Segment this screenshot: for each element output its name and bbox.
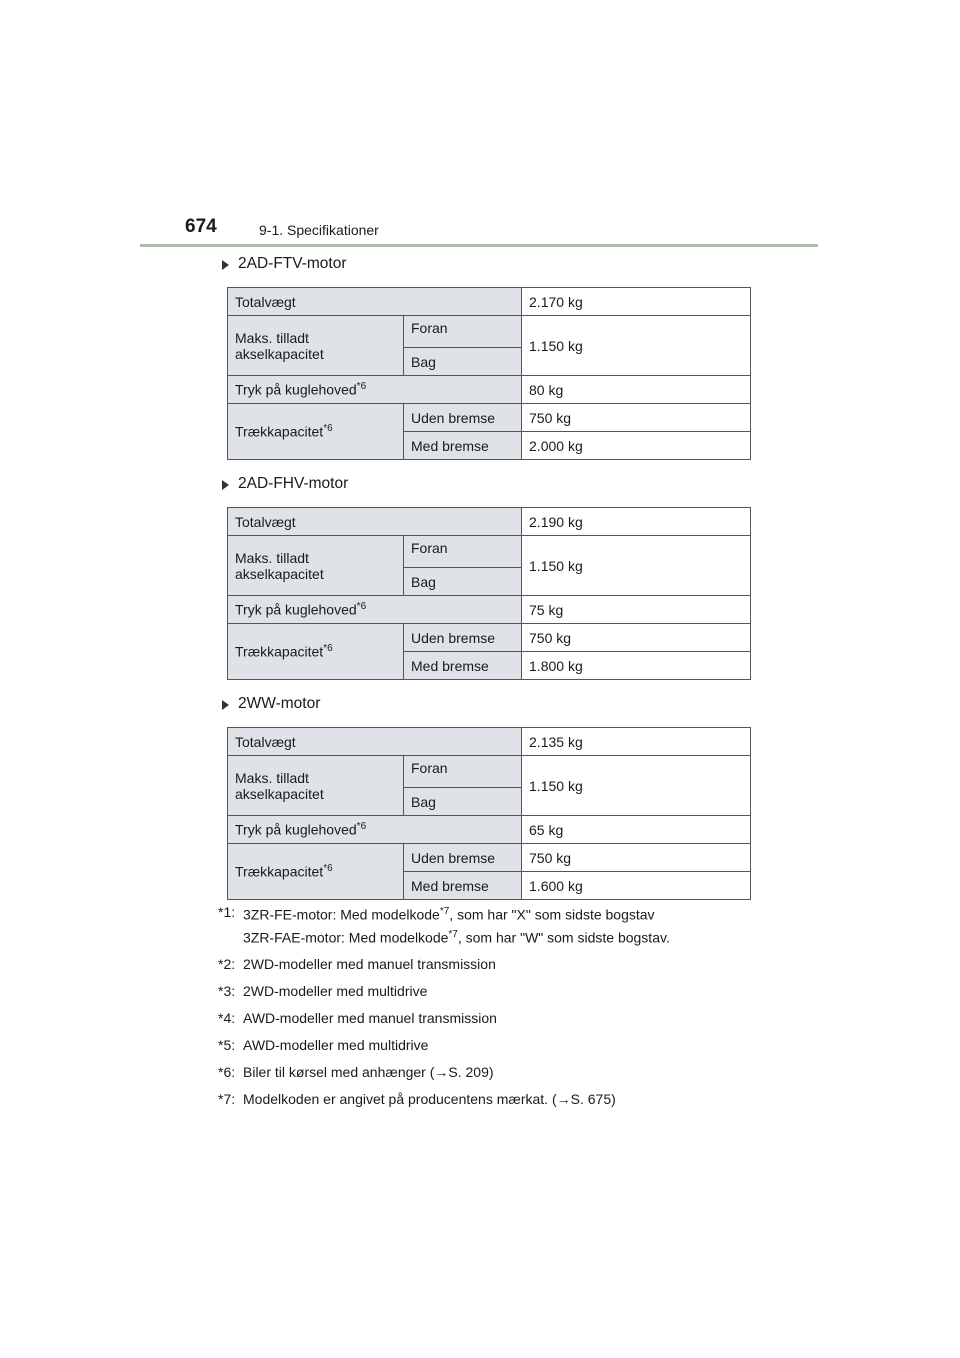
footnote-text: Biler til kørsel med anhænger (→S. 209) <box>243 1064 494 1081</box>
footnote-2 <box>218 954 778 974</box>
unbraked-value: 750 kg <box>522 624 751 652</box>
axle-capacity-label: Maks. tilladt akselkapacitet <box>228 536 404 596</box>
spec-table-2 <box>227 507 751 680</box>
axle-capacity-label: Maks. tilladt akselkapacitet <box>228 316 404 376</box>
table-row <box>228 844 751 872</box>
ball-pressure-label: Tryk på kuglehoved$^{*6}$ <box>228 596 522 624</box>
footnote-marker: *5: <box>218 1037 236 1054</box>
spec-table-1 <box>227 287 751 460</box>
table-row <box>228 316 751 348</box>
engine-heading-text: 2WW-motor <box>238 695 321 712</box>
footnote-ref: *6 <box>323 863 333 875</box>
braked-label: Med bremse <box>404 652 522 680</box>
table-row <box>228 288 751 316</box>
unbraked-label: Uden bremse <box>404 624 522 652</box>
rear-axle-label: Bag <box>404 568 522 596</box>
engine-heading-text: 2AD-FHV-motor <box>238 475 349 492</box>
total-weight-label: Totalvægt <box>228 508 522 536</box>
braked-label: Med bremse <box>404 432 522 460</box>
arrow-icon: → <box>434 1064 449 1081</box>
section-title: 9-1. Specifikationer <box>259 222 379 238</box>
table-row <box>228 596 751 624</box>
footnote-marker: *2: <box>218 956 236 973</box>
footnote-7 <box>218 1089 778 1109</box>
footnote-marker: *4: <box>218 1010 236 1027</box>
footnote-3 <box>218 981 778 1001</box>
footnote-ref: *6 <box>323 423 333 435</box>
engine-heading-3 <box>222 695 320 713</box>
footnote-marker: *3: <box>218 983 236 1000</box>
footnote-marker: *7: <box>218 1091 236 1108</box>
ball-pressure-label: Tryk på kuglehoved$^{*6}$ <box>228 376 522 404</box>
total-weight-value: 2.170 kg <box>522 288 751 316</box>
footnote-marker: *6: <box>218 1064 236 1081</box>
towing-capacity-label: Trækkapacitet$^{*6}$ <box>228 624 404 680</box>
footnote-text: 2WD-modeller med manuel transmission <box>243 956 496 973</box>
arrow-icon: → <box>556 1091 571 1108</box>
rear-axle-label: Bag <box>404 788 522 816</box>
footnote-ref: *6 <box>356 381 367 393</box>
braked-label: Med bremse <box>404 872 522 900</box>
header-divider <box>140 244 818 247</box>
footnote-5 <box>218 1035 778 1055</box>
spec-table-3 <box>227 727 751 900</box>
rear-axle-label: Bag <box>404 348 522 376</box>
table-row <box>228 756 751 788</box>
footnote-text: Modelkoden er angivet på producentens mærkat. (→S. 675) <box>243 1091 616 1108</box>
footnotes <box>218 902 778 1116</box>
table-row <box>228 728 751 756</box>
axle-capacity-label: Maks. tilladt akselkapacitet <box>228 756 404 816</box>
braked-value: 1.800 kg <box>522 652 751 680</box>
table-row <box>228 816 751 844</box>
footnote-text: 2WD-modeller med multidrive <box>243 983 428 1000</box>
unbraked-value: 750 kg <box>522 844 751 872</box>
footnote-6 <box>218 1062 778 1082</box>
engine-heading-2 <box>222 475 348 493</box>
table-row <box>228 508 751 536</box>
total-weight-label: Totalvægt <box>228 288 522 316</box>
footnote-text: AWD-modeller med manuel transmission <box>243 1010 497 1027</box>
braked-value: 1.600 kg <box>522 872 751 900</box>
unbraked-label: Uden bremse <box>404 844 522 872</box>
footnote-text: AWD-modeller med multidrive <box>243 1037 429 1054</box>
front-axle-label: Foran <box>404 756 522 788</box>
table-row <box>228 624 751 652</box>
ball-pressure-value: 80 kg <box>522 376 751 404</box>
axle-capacity-value: 1.150 kg <box>522 536 751 596</box>
footnote-text: 3ZR-FE-motor: Med modelkode$^{*7}$, som har "X" som sidste bogstav 3ZR-FAE-motor: Med modelkode$^{*7}$, som har "W" som sidste bogstav. <box>243 906 670 946</box>
footnote-marker: *1: <box>218 904 236 920</box>
axle-capacity-value: 1.150 kg <box>522 316 751 376</box>
table-row <box>228 536 751 568</box>
towing-capacity-label: Trækkapacitet$^{*6}$ <box>228 404 404 460</box>
triangle-bullet-icon <box>222 480 229 490</box>
ball-pressure-value: 75 kg <box>522 596 751 624</box>
footnote-ref: *6 <box>356 821 367 833</box>
total-weight-value: 2.135 kg <box>522 728 751 756</box>
engine-heading-1 <box>222 255 347 273</box>
footnote-4 <box>218 1008 778 1028</box>
triangle-bullet-icon <box>222 700 229 710</box>
triangle-bullet-icon <box>222 260 229 270</box>
unbraked-label: Uden bremse <box>404 404 522 432</box>
footnote-1 <box>218 902 778 947</box>
front-axle-label: Foran <box>404 316 522 348</box>
page-number: 674 <box>185 216 217 237</box>
ball-pressure-label: Tryk på kuglehoved$^{*6}$ <box>228 816 522 844</box>
ball-pressure-value: 65 kg <box>522 816 751 844</box>
total-weight-label: Totalvægt <box>228 728 522 756</box>
footnote-ref: *6 <box>323 643 333 655</box>
braked-value: 2.000 kg <box>522 432 751 460</box>
front-axle-label: Foran <box>404 536 522 568</box>
towing-capacity-label: Trækkapacitet$^{*6}$ <box>228 844 404 900</box>
unbraked-value: 750 kg <box>522 404 751 432</box>
footnote-ref: *6 <box>356 601 367 613</box>
table-row <box>228 404 751 432</box>
total-weight-value: 2.190 kg <box>522 508 751 536</box>
engine-heading-text: 2AD-FTV-motor <box>238 255 347 272</box>
axle-capacity-value: 1.150 kg <box>522 756 751 816</box>
table-row <box>228 376 751 404</box>
